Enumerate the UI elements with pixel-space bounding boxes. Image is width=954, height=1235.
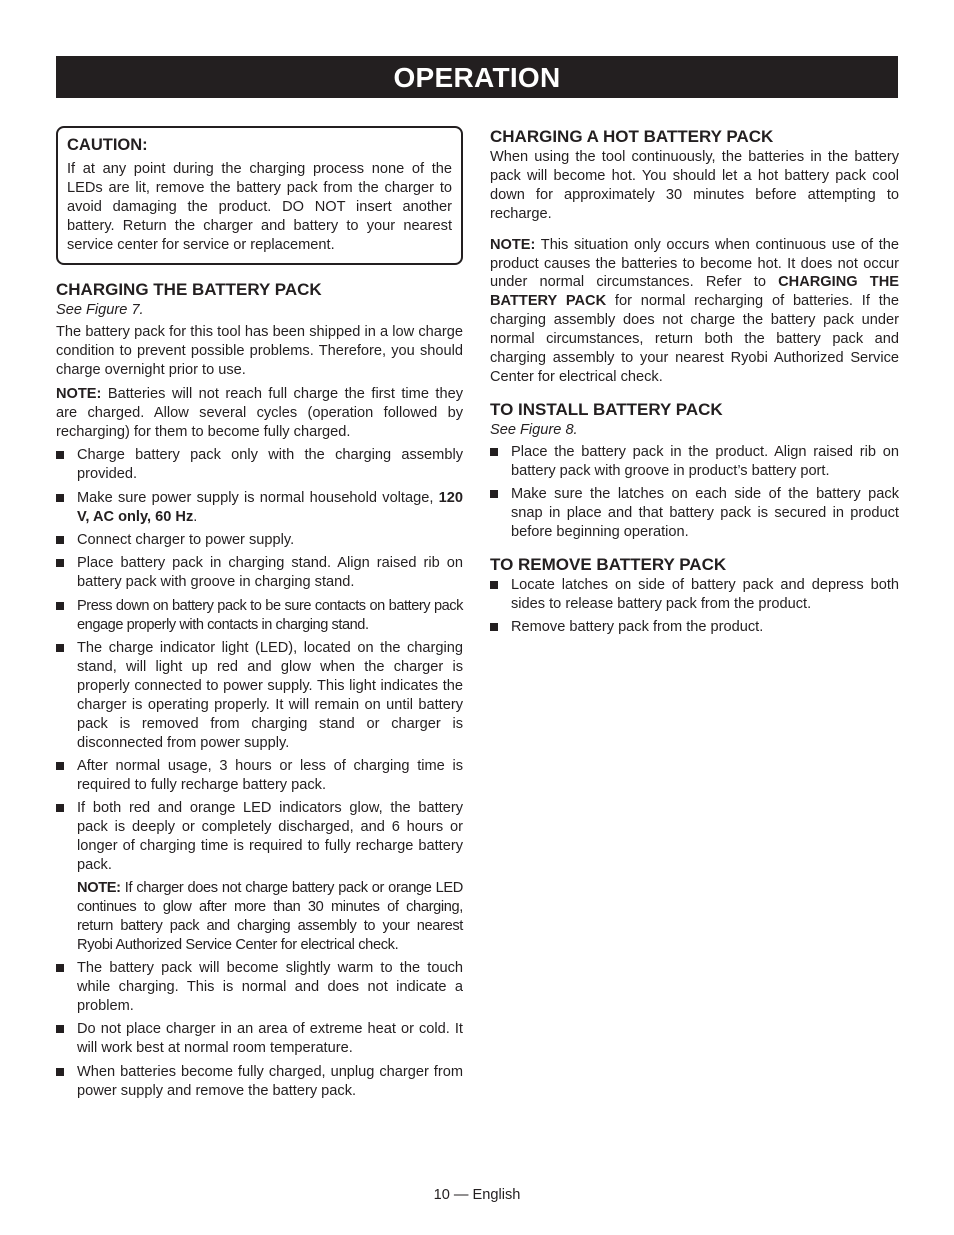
list-item (56, 597, 463, 635)
list-item-text: Make sure the latches on each side of the battery pack snap in place and that battery pack is secured in product before beginning operation. (511, 486, 899, 540)
charging-reference: CHARGING THE BATTERY PACK (490, 274, 899, 310)
list-item-text: Do not place charger in an area of extreme heat or cold. It will work best at normal room temperature. (77, 1021, 463, 1057)
square-bullet-icon (56, 536, 64, 544)
square-bullet-icon (490, 581, 498, 589)
charging-heading: CHARGING THE BATTERY PACK (56, 280, 322, 299)
square-bullet-icon (56, 494, 64, 502)
charging-note-text: Batteries will not reach full charge the first time they are charged. Allow several cycles (operation followed by recharging) for them to become fully charged. (56, 385, 463, 440)
remove-section (490, 554, 899, 637)
square-bullet-icon (56, 1068, 64, 1076)
square-bullet-icon (56, 762, 64, 770)
list-item-text: When batteries become fully charged, unplug charger from power supply and remove the battery pack. (77, 1063, 463, 1099)
charging-intro: The battery pack for this tool has been shipped in a low charge condition to prevent possible problems. Therefore, you should charge overnight prior to use. (56, 324, 463, 378)
square-bullet-icon (56, 804, 64, 812)
caution-box (56, 126, 463, 265)
square-bullet-icon (490, 490, 498, 498)
led-note (77, 879, 463, 955)
list-item-text: If both red and orange LED indicators glow, the battery pack is deeply or completely discharged, and 6 hours or longer of charging time is required to fully recharge battery pack. (77, 800, 463, 874)
list-item (490, 576, 899, 614)
list-item (56, 489, 463, 527)
charging-note-label: NOTE: (56, 385, 102, 402)
install-section (490, 399, 899, 542)
list-item (56, 1063, 463, 1101)
list-item-text: After normal usage, 3 hours or less of charging time is required to fully recharge battery pack. (77, 758, 463, 793)
voltage-spec: 120 V, AC only, 60 Hz (77, 489, 463, 525)
list-item (56, 959, 463, 1016)
list-item-text: Place the battery pack in the product. Align raised rib on battery pack with groove in product’s battery port. (511, 443, 899, 479)
hot-note-label: NOTE: (490, 236, 536, 253)
list-item (56, 799, 463, 954)
hot-battery-heading: CHARGING A HOT BATTERY PACK (490, 127, 774, 146)
right-column (490, 126, 899, 642)
hot-note-text: This situation only occurs when continuous use of the product causes the batteries to become hot. It does not occur under normal circumstances. Refer to (490, 236, 899, 291)
square-bullet-icon (56, 602, 64, 610)
list-item-text: Connect charger to power supply. (77, 532, 295, 549)
list-item (56, 446, 463, 484)
list-item-text: Remove battery pack from the product. (511, 619, 764, 636)
list-item-text: Charge battery pack only with the charging assembly provided. (77, 447, 463, 483)
list-item (56, 639, 463, 752)
install-heading: TO INSTALL BATTERY PACK (490, 399, 723, 419)
page-footer: 10 — English (433, 1187, 521, 1203)
square-bullet-icon (490, 623, 498, 631)
list-item-text: Place battery pack in charging stand. Align raised rib on battery pack with groove in charging stand. (77, 555, 463, 591)
hot-battery-text: When using the tool continuously, the batteries in the battery pack will become hot. You should let a hot battery pack cool down for approximately 30 minutes before attempting to recharge. (490, 149, 899, 222)
led-note-label: NOTE: (77, 879, 121, 896)
square-bullet-icon (56, 644, 64, 652)
hot-note-text: for normal recharging of batteries. If the charging assembly does not charge the battery pack under normal circumstances, return both the battery pack and charging assembly to your nearest Ryobi Authorized Service Center for electrical check. (490, 293, 899, 385)
list-item-text: . (193, 508, 198, 525)
square-bullet-icon (56, 1025, 64, 1033)
caution-title: CAUTION: (67, 136, 148, 154)
square-bullet-icon (56, 559, 64, 567)
list-item (490, 443, 899, 481)
led-note-text: If charger does not charge battery pack or orange LED continues to glow after more than 30 minutes of charging, return battery pack and charging assembly to your nearest Ryobi Authorized Service Center for electrical check. (77, 879, 463, 953)
square-bullet-icon (56, 451, 64, 459)
list-item-text: The charge indicator light (LED), located on the charging stand, will light up red and glow when the charger is properly connected to power supply. This light indicates the charger is operating properly. It will remain on until battery pack is removed from charging stand or charger is disconnected from power supply. (77, 640, 463, 751)
list-item-text: Locate latches on side of battery pack and depress both sides to release battery pack from the product. (511, 576, 899, 612)
remove-steps-list (490, 576, 899, 637)
charging-see-figure: See Figure 7. (56, 302, 144, 318)
charging-steps-list (56, 446, 463, 1100)
page-title: OPERATION (56, 56, 898, 98)
list-item-text: The battery pack will become slightly warm to the touch while charging. This is normal and does not indicate a problem. (77, 960, 463, 1014)
list-item (56, 757, 463, 795)
caution-text: If at any point during the charging process none of the LEDs are lit, remove the battery pack from the charger to avoid damaging the product. DO NOT insert another battery. Return the charger and battery to your nearest service center for service or replacement. (67, 161, 452, 253)
hot-battery-note (490, 236, 899, 387)
square-bullet-icon (490, 448, 498, 456)
list-item (490, 485, 899, 542)
install-see-figure: See Figure 8. (490, 421, 578, 438)
list-item (490, 618, 899, 637)
left-column (56, 126, 463, 1105)
list-item (56, 554, 463, 592)
list-item-text: Make sure power supply is normal household voltage, (77, 489, 439, 506)
square-bullet-icon (56, 964, 64, 972)
remove-heading: TO REMOVE BATTERY PACK (490, 554, 727, 574)
list-item-text: Press down on battery pack to be sure contacts on battery pack engage properly with contacts in charging stand. (77, 597, 463, 633)
list-item (56, 1020, 463, 1058)
charging-note (56, 385, 463, 442)
list-item (56, 531, 463, 550)
install-steps-list (490, 443, 899, 542)
